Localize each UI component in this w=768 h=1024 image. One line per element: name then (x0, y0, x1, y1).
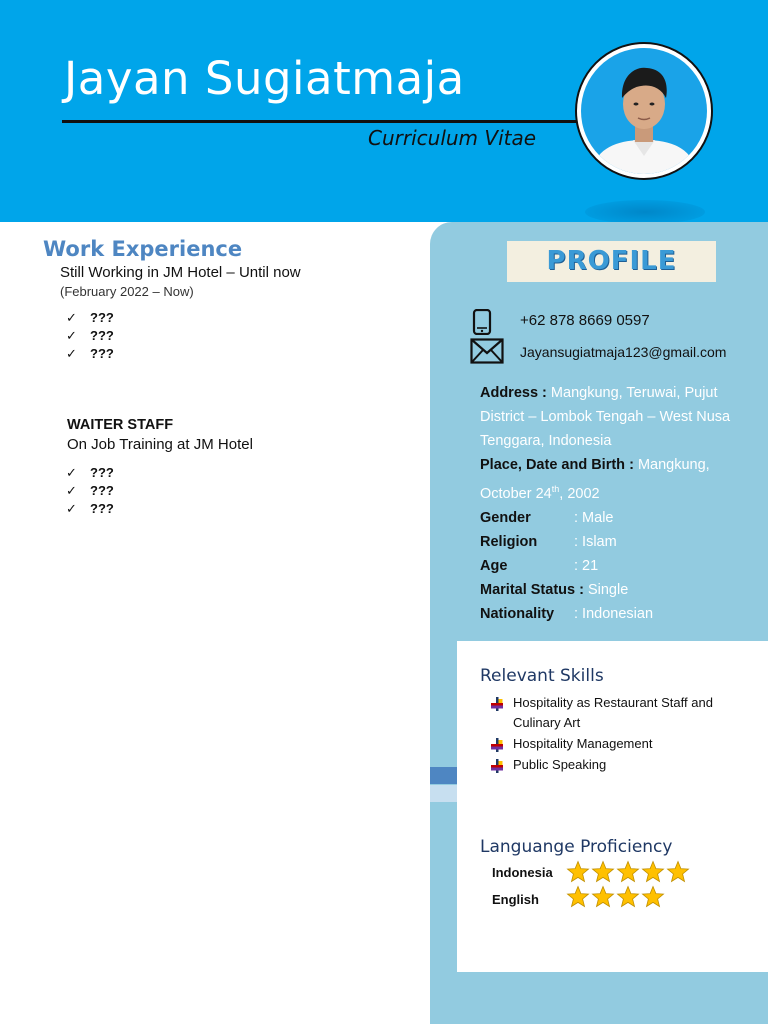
job-2-description: On Job Training at JM Hotel (67, 436, 253, 453)
star-icon (641, 885, 665, 909)
birth-entry (480, 453, 750, 506)
language-name: English (492, 892, 539, 907)
nationality-entry (480, 602, 750, 626)
colored-cross-bullet-icon (490, 759, 504, 773)
religion-label: Religion (480, 533, 538, 550)
skill-label: Hospitality Management (513, 736, 653, 751)
address-value: Mangkung, Teruwai, Pujut District – Lombok Tengah – West Nusa Tenggara, Indonesia (480, 385, 731, 449)
address-label: Address : (480, 385, 547, 401)
envelope-icon (470, 338, 504, 369)
religion-value: : Islam (574, 533, 617, 550)
marital-entry (480, 578, 750, 602)
work-experience-title: Work Experience (43, 237, 243, 261)
skill-label: Public Speaking (513, 757, 607, 772)
nationality-label: Nationality (480, 605, 555, 622)
nationality-value: : Indonesian (574, 605, 654, 622)
job-1-points (66, 309, 114, 363)
languages-title: Languange Proficiency (480, 837, 673, 857)
skill-item (490, 734, 740, 754)
decorative-accent-dark (430, 767, 458, 784)
language-name: Indonesia (492, 865, 553, 880)
experience-point: ✓ ??? (66, 482, 114, 500)
profile-photo (581, 48, 707, 174)
star-icon (616, 885, 640, 909)
colored-cross-bullet-icon (490, 697, 504, 711)
gender-value: : Male (574, 509, 614, 526)
experience-point: ✓ ??? (66, 500, 114, 518)
job-1-date: (February 2022 – Now) (60, 284, 194, 299)
age-value: : 21 (574, 557, 599, 574)
marital-label: Marital Status : (480, 581, 584, 598)
job-2-points (66, 464, 114, 518)
name-underline (62, 120, 582, 123)
photo-shadow (585, 200, 705, 224)
profile-heading: PROFILE (546, 246, 677, 276)
language-rating (566, 885, 665, 909)
age-label: Age (480, 557, 508, 574)
colored-cross-bullet-icon (490, 738, 504, 752)
email-address[interactable]: Jayansugiatmaja123@gmail.com (520, 344, 727, 360)
star-icon (591, 885, 615, 909)
smartphone-icon (472, 309, 492, 340)
star-icon (666, 860, 690, 884)
experience-point: ✓ ??? (66, 327, 114, 345)
experience-point: ✓ ??? (66, 309, 114, 327)
star-icon (641, 860, 665, 884)
gender-label: Gender (480, 509, 531, 526)
address-entry (480, 381, 750, 453)
decorative-accent-light (430, 785, 458, 802)
skills-card (457, 641, 768, 972)
skills-list (490, 693, 740, 776)
star-icon (616, 860, 640, 884)
star-icon (566, 885, 590, 909)
skill-label: Hospitality as Restaurant Staff and Culinary Art (513, 695, 713, 730)
skills-title: Relevant Skills (480, 666, 604, 686)
profile-heading-box (507, 241, 716, 282)
candidate-name: Jayan Sugiatmaja (64, 52, 465, 105)
language-rating (566, 860, 690, 884)
phone-number[interactable]: +62 878 8669 0597 (520, 312, 650, 329)
document-subtitle: Curriculum Vitae (368, 126, 537, 150)
skill-item (490, 755, 740, 775)
star-icon (566, 860, 590, 884)
birth-place: Mangkung, (637, 457, 710, 473)
profile-photo-frame (575, 42, 713, 180)
gender-entry (480, 506, 750, 530)
star-icon (591, 860, 615, 884)
job-1-description: Still Working in JM Hotel – Until now (60, 264, 301, 281)
birth-label: Place, Date and Birth : (480, 457, 634, 473)
experience-point: ✓ ??? (66, 345, 114, 363)
job-2-role: WAITER STAFF (67, 417, 174, 433)
age-entry (480, 554, 750, 578)
personal-details (480, 381, 750, 626)
birth-date: October 24th, 2002 (480, 484, 600, 502)
religion-entry (480, 530, 750, 554)
skill-item (490, 693, 740, 733)
marital-value: Single (587, 581, 629, 598)
experience-point: ✓ ??? (66, 464, 114, 482)
